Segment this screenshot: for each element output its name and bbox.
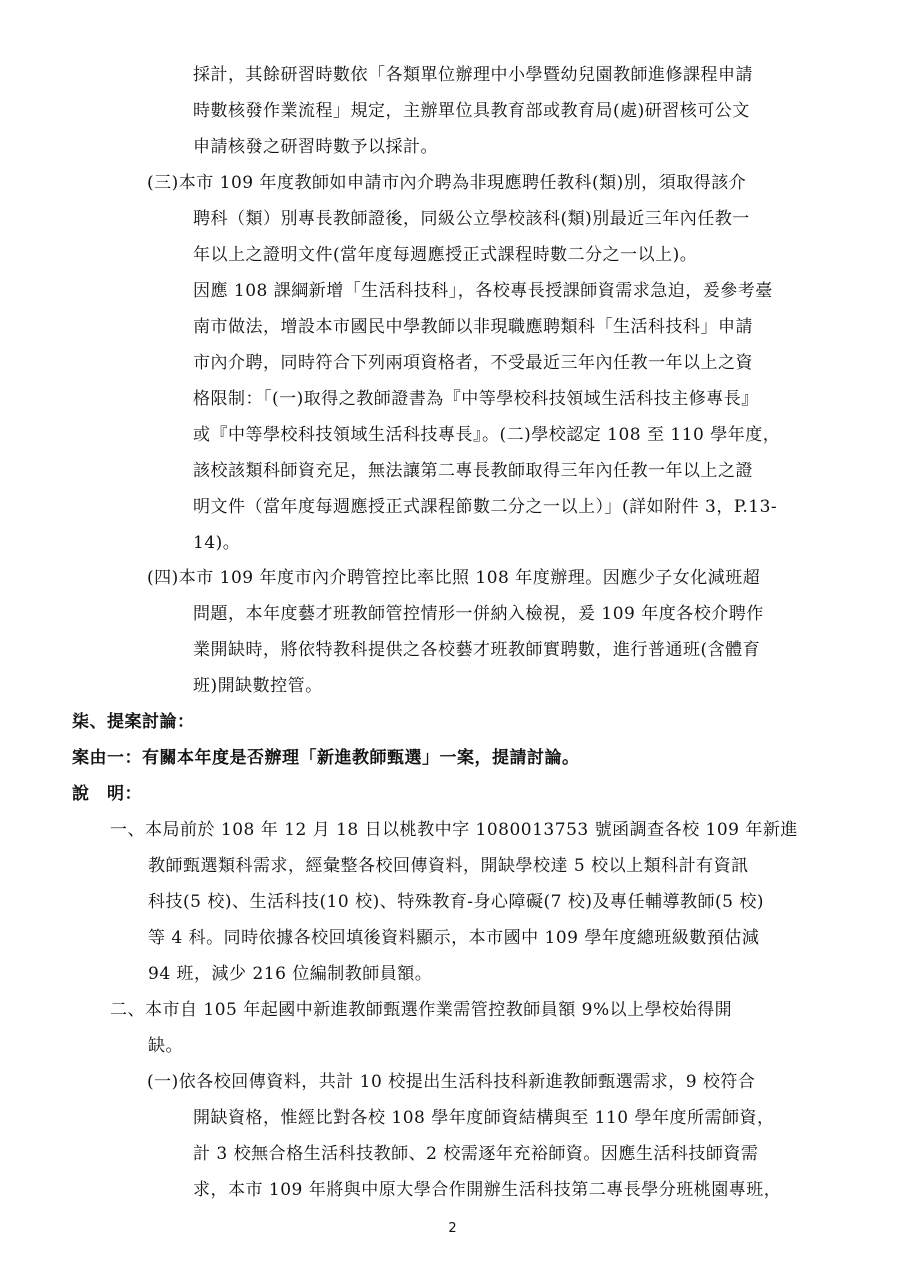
text-line: 二、本市自 105 年起國中新進教師甄選作業需管控教師員額 9%以上學校始得開 [110, 1000, 733, 1020]
text-line: 市內介聘，同時符合下列兩項資格者，不受最近三年內任教一年以上之資 [193, 353, 753, 373]
text-line: 申請核發之研習時數予以採計。 [193, 137, 438, 157]
text-line: 缺。 [148, 1036, 183, 1056]
text-line: 或『中等學校科技領域生活科技專長』。(二)學校認定 108 至 110 學年度， [193, 425, 781, 445]
text-line: 14)。 [193, 533, 241, 553]
text-line: 格限制：「(一)取得之教師證書為『中等學校科技領域生活科技主修專長』 [193, 389, 759, 409]
text-line: 聘科（類）別專長教師證後，同級公立學校該科(類)別最近三年內任教一 [193, 209, 750, 229]
section-heading: 柒、提案討論： [72, 712, 195, 732]
text-line: 該校該類科師資充足，無法讓第二專長教師取得三年內任教一年以上之證 [193, 461, 753, 481]
proposal-heading: 案由一：有關本年度是否辦理「新進教師甄選」一案，提請討論。 [72, 748, 580, 768]
text-line: 科技(5 校)、生活科技(10 校)、特殊教育-身心障礙(7 校)及專任輔導教師(5 校) [148, 892, 764, 912]
text-line: 明文件（當年度每週應授正式課程節數二分之一以上）」(詳如附件 3，P.13- [193, 497, 778, 517]
page-number: 2 [448, 1221, 457, 1236]
text-line: 時數核發作業流程」規定，主辦單位具教育部或教育局(處)研習核可公文 [193, 101, 750, 121]
text-line: 問題，本年度藝才班教師管控情形一併納入檢視，爰 109 年度各校介聘作 [193, 604, 764, 624]
text-line: 教師甄選類科需求，經彙整各校回傳資料，開缺學校達 5 校以上類科計有資訊 [148, 856, 749, 876]
text-line: 南市做法，增設本市國民中學教師以非現職應聘類科「生活科技科」申請 [193, 317, 753, 337]
text-line: (三)本市 109 年度教師如申請市內介聘為非現應聘任教科(類)別，須取得該介 [147, 173, 747, 193]
text-line: 等 4 科。同時依據各校回填後資料顯示，本市國中 109 學年度總班級數預估減 [148, 928, 760, 948]
text-line: 開缺資格，惟經比對各校 108 學年度師資結構與至 110 學年度所需師資， [193, 1108, 775, 1128]
text-line: 採計，其餘研習時數依「各類單位辦理中小學暨幼兒園教師進修課程申請 [193, 65, 753, 85]
text-line: 求，本市 109 年將與中原大學合作開辦生活科技第二專長學分班桃園專班， [193, 1180, 782, 1200]
text-line: 年以上之證明文件(當年度每週應授正式課程時數二分之一以上)。 [193, 245, 698, 265]
text-line: 因應 108 課綱新增「生活科技科」，各校專長授課師資需求急迫，爰參考臺 [193, 281, 773, 301]
text-line: (一)依各校回傳資料，共計 10 校提出生活科技科新進教師甄選需求，9 校符合 [147, 1072, 756, 1092]
text-line: 業開缺時，將依特教科提供之各校藝才班教師實聘數，進行普通班(含體育 [193, 640, 761, 660]
text-line: (四)本市 109 年度市內介聘管控比率比照 108 年度辦理。因應少子女化減班超 [147, 568, 761, 588]
text-line: 94 班，減少 216 位編制教師員額。 [148, 964, 433, 984]
explanation-heading: 說 明： [72, 784, 142, 804]
text-line: 一、本局前於 108 年 12 月 18 日以桃教中字 1080013753 號函調查各校 109 年新進 [110, 820, 798, 840]
text-line: 班)開缺數控管。 [193, 676, 323, 696]
text-line: 計 3 校無合格生活科技教師、2 校需逐年充裕師資。因應生活科技師資需 [193, 1144, 759, 1164]
